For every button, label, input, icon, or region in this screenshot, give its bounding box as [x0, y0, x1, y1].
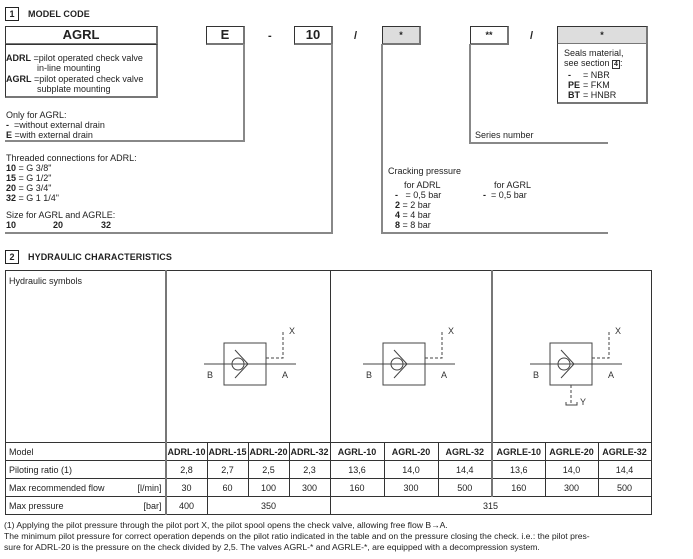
seals-line2: see section 4 :	[564, 58, 623, 68]
svg-text:B: B	[365, 370, 372, 380]
drain-item-none: - =without external drain	[6, 120, 105, 130]
table-cell: 300	[384, 479, 438, 497]
threaded-heading: Threaded connections for ADRL:	[6, 153, 137, 163]
check-valve-symbol-agrl	[331, 271, 493, 443]
svg-text:Y: Y	[580, 397, 587, 407]
table-row-piloting	[6, 461, 652, 479]
model-header: AGRLE-32	[598, 443, 651, 461]
cracking-adrl-item-4: 4 = 4 bar	[395, 210, 431, 220]
table-row-model	[6, 443, 652, 461]
svg-text:B: B	[206, 370, 213, 380]
symbols-row	[6, 271, 652, 443]
threaded-item-15: 15 = G 1/2"	[6, 173, 52, 183]
size-value-32: 32	[101, 220, 112, 230]
cracking-bottom-line	[381, 232, 608, 234]
svg-text:A: A	[608, 370, 615, 380]
sizes-heading: Size for AGRL and AGRLE:	[6, 210, 116, 220]
section-number-1: 1	[5, 7, 19, 21]
size-value-20: 20	[53, 220, 64, 230]
table-cell: 400	[166, 497, 208, 515]
cracking-adrl-item-8: 8 = 8 bar	[395, 220, 431, 230]
row-unit-pressure: [bar]	[126, 497, 166, 515]
table-cell: 14,0	[384, 461, 438, 479]
cracking-adrl-item-2: 2 = 2 bar	[395, 200, 431, 210]
seals-item-hnbr: BT = HNBR	[568, 90, 617, 100]
table-cell: 160	[492, 479, 545, 497]
table-cell: 350	[207, 497, 330, 515]
check-valve-symbol-agrle	[493, 271, 652, 443]
table-cell: 14,0	[545, 461, 598, 479]
svg-text:A: A	[281, 370, 288, 380]
model-header: AGRLE-20	[545, 443, 598, 461]
drain-item-external: E =with external drain	[6, 130, 93, 140]
table-cell: 30	[166, 479, 208, 497]
size-bottom-line	[5, 232, 333, 234]
row-label-pressure: Max pressure	[6, 497, 126, 515]
model-header: ADRL-15	[207, 443, 248, 461]
model-header: AGRL-10	[330, 443, 384, 461]
section-ref-badge: 4	[614, 61, 618, 68]
series-label: Series number	[475, 130, 534, 140]
check-valve-symbol-adrl	[167, 271, 327, 443]
section-number-2: 2	[5, 250, 19, 264]
section-title-model-code: MODEL CODE	[28, 9, 90, 19]
footnote-line-3: sure for ADRL-20 is the pressure on the check divided by 2,5. The valves AGRL-* and AGRLE-*, are equipped with a decompression system.	[4, 542, 540, 552]
model-header: AGRL-20	[384, 443, 438, 461]
symbol-agrle-cell	[492, 271, 651, 443]
table-row-pressure	[6, 497, 652, 515]
series-bottom-line	[469, 142, 608, 144]
svg-text:B: B	[533, 370, 540, 380]
table-cell: 160	[330, 479, 384, 497]
table-cell: 2,8	[166, 461, 208, 479]
model-header: ADRL-20	[248, 443, 289, 461]
threaded-item-10: 10 = G 3/8"	[6, 163, 52, 173]
model-desc-agrl: AGRL =pilot operated check valve	[6, 74, 144, 84]
table-cell: 2,7	[207, 461, 248, 479]
symbol-adrl-cell	[166, 271, 331, 443]
svg-text:X: X	[288, 326, 295, 336]
section-title-hydraulic: HYDRAULIC CHARACTERISTICS	[28, 252, 172, 262]
row-label-model: Model	[6, 443, 166, 461]
table-cell: 14,4	[598, 461, 651, 479]
threaded-item-20: 20 = G 3/4"	[6, 183, 52, 193]
table-cell: 2,5	[248, 461, 289, 479]
svg-text:A: A	[440, 370, 447, 380]
cracking-agrl-heading: for AGRL	[494, 180, 532, 190]
table-cell: 100	[248, 479, 289, 497]
svg-text:X: X	[615, 326, 622, 336]
separator-slash-2: /	[530, 30, 534, 42]
separator-dash: -	[268, 30, 272, 42]
cracking-heading: Cracking pressure	[388, 166, 462, 176]
model-desc-adrl-line2: in-line mounting	[37, 63, 101, 73]
model-header: AGRLE-10	[492, 443, 545, 461]
seals-line1: Seals material,	[564, 48, 624, 58]
size-value-10: 10	[6, 220, 17, 230]
svg-text:X: X	[447, 326, 454, 336]
table-cell: 300	[545, 479, 598, 497]
row-label-flow: Max recommended flow	[6, 479, 126, 497]
code-box-cracking: *	[382, 26, 421, 45]
table-cell: 2,3	[289, 461, 330, 479]
hydraulic-characteristics-table	[5, 270, 652, 515]
model-header: ADRL-32	[289, 443, 330, 461]
model-header: ADRL-10	[166, 443, 208, 461]
table-cell: 300	[289, 479, 330, 497]
table-cell: 315	[330, 497, 651, 515]
table-cell: 14,4	[438, 461, 492, 479]
cracking-adrl-item-0: - = 0,5 bar	[395, 190, 442, 200]
size-leader-line	[331, 44, 333, 234]
symbol-agrl-cell	[330, 271, 492, 443]
table-cell: 500	[598, 479, 651, 497]
cracking-adrl-heading: for ADRL	[404, 180, 441, 190]
table-cell: 60	[207, 479, 248, 497]
code-box-seals: *	[557, 26, 648, 45]
code-box-model: AGRL	[5, 26, 158, 45]
seals-item-nbr: - = NBR	[568, 70, 610, 80]
symbols-label: Hydraulic symbols	[9, 276, 83, 286]
table-cell: 13,6	[492, 461, 545, 479]
footnote-line-1: (1) Applying the pilot pressure through the pilot port X, the pilot spool opens the check valve, allowing free flow B→A.	[4, 520, 448, 530]
row-unit-flow: [l/min]	[126, 479, 166, 497]
code-box-series: **	[470, 26, 509, 45]
cracking-agrl-item-0: - = 0,5 bar	[483, 190, 527, 200]
table-cell: 13,6	[330, 461, 384, 479]
code-box-size: 10	[294, 26, 333, 45]
table-row-flow	[6, 479, 652, 497]
footnote-line-2: The minimum pilot pressure for correct operation depends on the pilot ratio indicated in the table and on the pressure closing the check. i.e.: the pilot pres-	[4, 531, 590, 541]
row-label-piloting: Piloting ratio (1)	[6, 461, 166, 479]
separator-slash-1: /	[354, 30, 358, 42]
model-desc-agrl-line2: subplate mounting	[37, 84, 111, 94]
series-leader-line	[469, 44, 471, 144]
drain-leader-line	[243, 44, 245, 142]
model-desc-adrl: ADRL =pilot operated check valve	[6, 53, 143, 63]
drain-heading: Only for AGRL:	[6, 110, 67, 120]
seals-item-fkm: PE = FKM	[568, 80, 610, 90]
symbols-label-cell	[6, 271, 166, 443]
cracking-leader-line	[381, 44, 383, 234]
code-box-drain: E	[206, 26, 245, 45]
model-header: AGRL-32	[438, 443, 492, 461]
threaded-item-32: 32 = G 1 1/4"	[6, 193, 60, 203]
table-cell: 500	[438, 479, 492, 497]
